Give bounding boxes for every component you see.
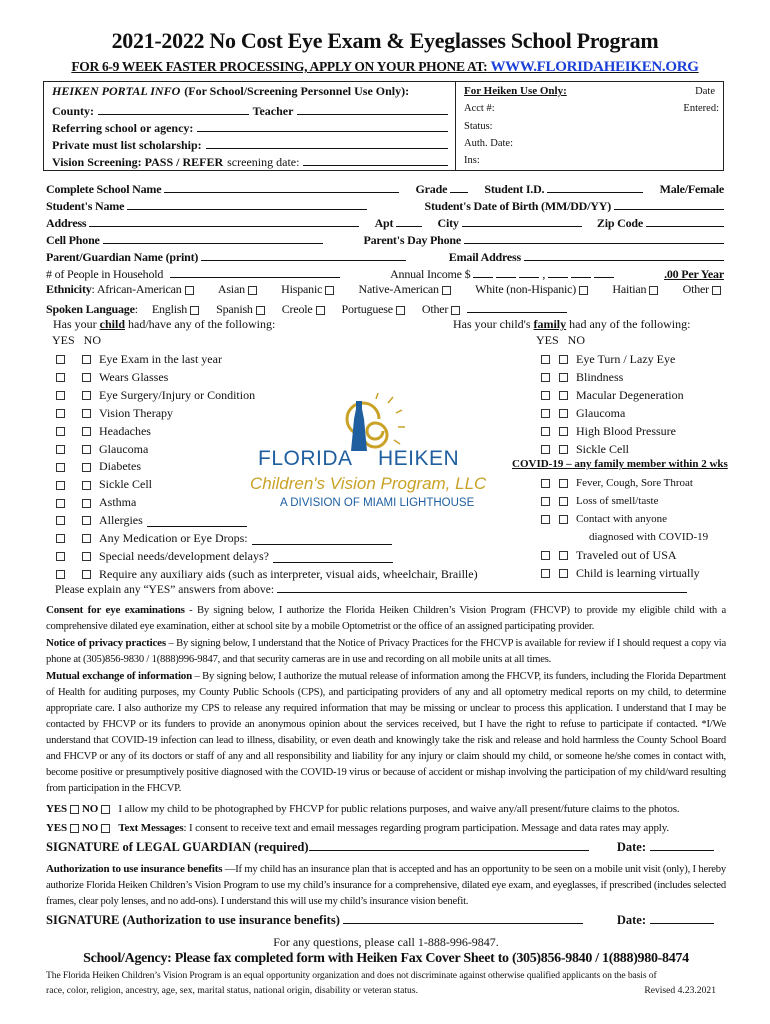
child-question <box>56 496 136 510</box>
income-digit[interactable] <box>519 266 539 278</box>
income-comma: , <box>542 267 546 281</box>
no-checkbox[interactable] <box>559 373 568 382</box>
consent-heading: Consent for eye examinations <box>46 604 185 616</box>
checkbox[interactable] <box>316 306 325 315</box>
yes-checkbox[interactable] <box>56 391 65 400</box>
texts-consent-text: : I consent to receive text and email messages regarding program participation. Message and data rates may apply. <box>183 822 669 834</box>
per-year-label: .00 Per Year <box>664 267 724 281</box>
yes-checkbox[interactable] <box>56 355 65 364</box>
text-consent-row <box>46 819 726 838</box>
dob-field[interactable] <box>614 198 724 210</box>
footer-line-2: race, color, religion, ancestry, age, sex, marital status, national origin, disability or veteran status. <box>46 985 418 996</box>
signature1-date-label: Date: <box>616 840 646 854</box>
no-checkbox[interactable] <box>82 570 91 579</box>
portal-heading <box>52 85 448 99</box>
county-label: County: <box>52 104 95 118</box>
photo-no-label: NO <box>81 803 99 815</box>
child-question <box>56 371 168 385</box>
income-digit[interactable] <box>473 266 493 278</box>
scholarship-field[interactable] <box>206 137 448 149</box>
yes-checkbox[interactable] <box>56 409 65 418</box>
no-checkbox[interactable] <box>559 445 568 454</box>
gender-label[interactable]: Male/Female <box>659 182 724 196</box>
no-checkbox[interactable] <box>82 534 91 543</box>
no-checkbox[interactable] <box>559 427 568 436</box>
yes-header: YES <box>536 333 559 347</box>
referring-row <box>52 120 448 136</box>
question-label: Allergies <box>99 513 143 528</box>
question-label: Sickle Cell <box>576 441 629 456</box>
yes-checkbox[interactable] <box>541 569 550 578</box>
auth-date-label: Auth. Date: <box>464 138 513 149</box>
household-field[interactable] <box>170 266 340 278</box>
language-option: English <box>151 302 188 316</box>
checkbox[interactable] <box>248 286 257 295</box>
explain-field[interactable] <box>277 581 687 593</box>
child-question <box>56 460 141 474</box>
checkbox[interactable] <box>451 306 460 315</box>
vision-label: Vision Screening: PASS / REFER <box>52 155 224 169</box>
yes-checkbox[interactable] <box>56 373 65 382</box>
no-checkbox[interactable] <box>82 552 91 561</box>
yes-checkbox[interactable] <box>56 552 65 561</box>
footer-line-1: The Florida Heiken Children’s Vision Program is an equal opportunity organization and does not discriminate against otherwise qualified applicants on the basis of <box>46 970 657 981</box>
teacher-field[interactable] <box>297 103 448 115</box>
florida-heiken-logo <box>250 391 490 491</box>
yes-header: YES <box>52 333 75 347</box>
status-label: Status: <box>464 121 493 132</box>
address-field[interactable] <box>89 215 359 227</box>
question-label: Sickle Cell <box>99 477 152 492</box>
explain-row <box>55 581 687 597</box>
photo-yes-checkbox[interactable] <box>70 805 79 814</box>
child-question <box>56 568 478 582</box>
checkbox[interactable] <box>712 286 721 295</box>
family-prompt <box>453 318 690 332</box>
income-digit[interactable] <box>548 266 568 278</box>
question-label: Require any auxiliary aids (such as interpreter, visual aids, wheelchair, Braille) <box>99 566 478 581</box>
grade-field[interactable] <box>450 181 468 193</box>
family-question <box>541 443 629 457</box>
cell-label: Cell Phone <box>46 233 100 247</box>
family-prompt-post: had any of the following: <box>569 317 691 331</box>
texts-yes-checkbox[interactable] <box>70 824 79 833</box>
no-header: NO <box>567 333 586 347</box>
no-checkbox[interactable] <box>82 516 91 525</box>
no-header: NO <box>83 333 102 347</box>
insurance-text <box>46 861 726 910</box>
no-checkbox[interactable] <box>82 499 91 508</box>
family-question <box>541 567 700 581</box>
checkbox[interactable] <box>442 286 451 295</box>
subtitle-text: FOR 6-9 WEEK FASTER PROCESSING, APPLY ON YOUR PHONE AT: <box>71 59 488 74</box>
day-phone-field[interactable] <box>464 232 724 244</box>
website-link[interactable]: WWW.FLORIDAHEIKEN.ORG <box>490 59 699 75</box>
child-prompt-pre: Has your <box>53 317 97 331</box>
guardian-row <box>46 249 724 265</box>
city-field[interactable] <box>462 215 582 227</box>
question-label: Macular Degeneration <box>576 387 684 402</box>
yes-checkbox[interactable] <box>541 391 550 400</box>
question-label: High Blood Pressure <box>576 423 676 438</box>
cell-field[interactable] <box>103 232 323 244</box>
email-field[interactable] <box>524 249 724 261</box>
child-prompt <box>53 318 275 332</box>
insurance-signature-row <box>46 911 714 929</box>
question-label: Traveled out of USA <box>576 548 677 562</box>
question-label: Vision Therapy <box>99 405 174 420</box>
yes-checkbox[interactable] <box>541 479 550 488</box>
referring-field[interactable] <box>197 120 448 132</box>
portal-heading-rest: (For School/Screening Personnel Use Only): <box>184 84 410 98</box>
child-question <box>56 389 255 403</box>
answer-field[interactable] <box>147 515 247 527</box>
signature1-date-field[interactable] <box>650 839 714 851</box>
question-label: Wears Glasses <box>99 369 169 384</box>
yes-checkbox[interactable] <box>56 534 65 543</box>
no-checkbox[interactable] <box>559 479 568 488</box>
question-label: Contact with anyone <box>576 513 668 525</box>
no-checkbox[interactable] <box>82 373 91 382</box>
yes-checkbox[interactable] <box>541 355 550 364</box>
student-name-field[interactable] <box>127 198 367 210</box>
no-checkbox[interactable] <box>82 391 91 400</box>
fax-instructions: School/Agency: Please fax completed form with Heiken Fax Cover Sheet to (305)856-9840 / 1(888)980-8474 <box>83 951 689 966</box>
household-label: # of People in Household <box>46 267 164 281</box>
family-question <box>541 389 684 403</box>
yes-checkbox[interactable] <box>56 463 65 472</box>
language-other-field[interactable] <box>467 301 567 313</box>
photo-yes-label: YES <box>46 803 67 815</box>
family-question <box>541 513 667 526</box>
no-checkbox[interactable] <box>559 515 568 524</box>
yes-checkbox[interactable] <box>541 515 550 524</box>
no-checkbox[interactable] <box>559 569 568 578</box>
subtitle <box>0 59 770 76</box>
child-question <box>56 443 148 457</box>
texts-no-label: NO <box>81 822 99 834</box>
checkbox[interactable] <box>185 286 194 295</box>
answer-field[interactable] <box>252 533 392 545</box>
school-row <box>46 181 724 197</box>
child-question <box>56 514 247 528</box>
grade-label: Grade <box>415 182 448 196</box>
yes-checkbox[interactable] <box>541 409 550 418</box>
question-label: Blindness <box>576 369 624 384</box>
insurance-body: —If my child has an insurance plan that is accepted and has an opportunity to be seen on a mobile unit visit (only), I hereby authorize Florida Heiken Children’s Vision Program to use my child’s insurance for a comprehensive, dilated eye exam, and eyeglasses, if prescribed (includes selected frames, clear poly lenses, and no add-ons). I understand this will use my child’s insurance vision benefit. <box>46 864 726 907</box>
language-row: Spoken Language: English Spanish Creole Portuguese Other <box>46 301 724 317</box>
ethnicity-row: Ethnicity: African-American Asian Hispanic Native-American White (non-Hispanic) Haitian Other <box>46 283 724 297</box>
page-title: 2021-2022 No Cost Eye Exam & Eyeglasses School Program <box>111 28 659 53</box>
child-question <box>56 425 151 439</box>
checkbox[interactable] <box>396 306 405 315</box>
guardian-label: Parent/Guardian Name (print) <box>46 250 199 264</box>
insurance-heading: Authorization to use insurance benefits <box>46 863 223 875</box>
covid-question-continued: diagnosed with COVID-19 <box>589 531 709 543</box>
family-question <box>541 477 693 490</box>
income-digit[interactable] <box>594 266 614 278</box>
no-checkbox[interactable] <box>559 355 568 364</box>
private-row <box>52 137 448 153</box>
family-yes-no-header <box>536 334 585 348</box>
language-option: Other <box>421 302 449 316</box>
ethnicity-option: Other <box>682 282 709 296</box>
mutual-heading: Mutual exchange of information <box>46 670 193 682</box>
family-question <box>541 425 676 439</box>
yes-checkbox[interactable] <box>56 499 65 508</box>
family-question <box>541 495 659 508</box>
no-checkbox[interactable] <box>82 481 91 490</box>
child-question <box>56 532 392 546</box>
teacher-label: Teacher <box>252 104 294 118</box>
household-row <box>46 266 724 282</box>
screening-date-label: screening date: <box>227 155 300 169</box>
income-digit[interactable] <box>571 266 591 278</box>
city-label: City <box>437 216 459 230</box>
legal-text <box>46 602 726 797</box>
income-label: Annual Income $ <box>390 267 471 281</box>
consent-section <box>46 602 726 998</box>
question-label: Glaucoma <box>99 441 149 456</box>
no-checkbox[interactable] <box>82 445 91 454</box>
apt-field[interactable] <box>396 215 422 227</box>
child-yes-no-header <box>52 334 101 348</box>
question-label: Loss of smell/taste <box>576 495 659 507</box>
guardian-signature-field[interactable] <box>309 839 589 851</box>
ethnicity-label: Ethnicity <box>46 282 92 296</box>
child-prompt-em: child <box>99 317 126 331</box>
yes-checkbox[interactable] <box>541 373 550 382</box>
checkbox[interactable] <box>256 306 265 315</box>
question-label: Eye Exam in the last year <box>99 352 222 366</box>
question-label: Any Medication or Eye Drops: <box>99 531 248 545</box>
date-label: Date <box>695 86 715 97</box>
screening-date-field[interactable] <box>303 154 448 166</box>
student-name-row <box>46 198 724 214</box>
question-label: Child is learning virtually <box>576 566 700 580</box>
logo-tagline: Children's Vision Program, LLC <box>250 474 487 493</box>
private-label: Private must list scholarship: <box>52 138 202 152</box>
no-checkbox[interactable] <box>559 497 568 506</box>
answer-field[interactable] <box>273 551 393 563</box>
dob-label: Student's Date of Birth (MM/DD/YY) <box>424 199 611 213</box>
language-option: Creole <box>281 302 313 316</box>
question-label: Headaches <box>99 423 151 438</box>
child-question <box>56 550 393 564</box>
ethnicity-option: Hispanic <box>281 282 323 296</box>
footer-line-2-row <box>46 983 716 998</box>
yes-checkbox[interactable] <box>541 427 550 436</box>
school-field[interactable] <box>164 181 399 193</box>
apt-label: Apt <box>374 216 394 230</box>
portal-heading-italic: HEIKEN PORTAL INFO <box>52 84 181 98</box>
checkbox[interactable] <box>579 286 588 295</box>
family-prompt-em: family <box>533 317 567 331</box>
yes-checkbox[interactable] <box>56 427 65 436</box>
address-row <box>46 215 724 231</box>
consent-text: - By signing below, I authorize the Florida Heiken Children’s Vision Program (FHCVP) to provide my eligible child with a comprehensive dilated eye examination, either at school site by a mobile Optometrist or the office of an assigned participating provider. <box>46 605 726 632</box>
checkbox[interactable] <box>190 306 199 315</box>
student-id-label: Student I.D. <box>484 182 545 196</box>
county-row <box>52 103 448 119</box>
no-checkbox[interactable] <box>559 391 568 400</box>
photo-no-checkbox[interactable] <box>101 805 110 814</box>
language-option: Spanish <box>216 302 253 316</box>
referring-label: Referring school or agency: <box>52 121 194 135</box>
yes-checkbox[interactable] <box>56 516 65 525</box>
logo-division: A DIVISION OF MIAMI LIGHTHOUSE <box>280 497 475 509</box>
student-id-field[interactable] <box>547 181 643 193</box>
family-question <box>541 549 677 563</box>
no-checkbox[interactable] <box>82 355 91 364</box>
address-label: Address <box>46 216 87 230</box>
family-prompt-pre: Has your child's <box>453 317 531 331</box>
child-question <box>56 407 173 421</box>
checkbox[interactable] <box>649 286 658 295</box>
income-digit[interactable] <box>496 266 516 278</box>
family-question <box>541 353 675 367</box>
lighthouse-sun-icon <box>250 391 490 451</box>
no-checkbox[interactable] <box>82 409 91 418</box>
student-name-label: Student's Name <box>46 199 125 213</box>
question-label: Fever, Cough, Sore Throat <box>576 477 693 489</box>
school-label: Complete School Name <box>46 182 162 196</box>
signature1-label: SIGNATURE of LEGAL GUARDIAN (required) <box>46 840 309 854</box>
ethnicity-option: Haitian <box>612 282 647 296</box>
ins-label: Ins: <box>464 155 480 166</box>
portal-info-box <box>43 81 724 171</box>
logo-florida: FLORIDA <box>258 447 353 470</box>
yes-checkbox[interactable] <box>56 445 65 454</box>
no-checkbox[interactable] <box>82 427 91 436</box>
family-question <box>541 371 623 385</box>
phone-row <box>46 232 724 248</box>
zip-field[interactable] <box>646 215 724 227</box>
photo-consent-row <box>46 800 726 819</box>
photo-consent-text: I allow my child to be photographed by FHCVP for public relations purposes, and waive any/all present/future claims to the photos. <box>118 803 680 815</box>
checkbox[interactable] <box>325 286 334 295</box>
yes-checkbox[interactable] <box>541 551 550 560</box>
yes-checkbox[interactable] <box>56 481 65 490</box>
explain-label: Please explain any “YES” answers from above: <box>55 584 275 596</box>
signature2-date-field[interactable] <box>650 912 714 924</box>
questions-text: For any questions, please call 1-888-996-9847. <box>273 935 499 949</box>
child-question <box>56 478 152 492</box>
texts-label: Text Messages <box>118 822 184 834</box>
question-label: Special needs/development delays? <box>99 548 269 563</box>
no-checkbox[interactable] <box>559 551 568 560</box>
privacy-text: – By signing below, I understand that the Notice of Privacy Practices for the FHCVP is available for review if I should request a copy via phone at (305)856-9830 / 1(888)996-9847, and that security cameras are in use and recording on all mobile units at all times. <box>46 638 726 665</box>
yes-checkbox[interactable] <box>56 570 65 579</box>
logo-heiken: HEIKEN <box>378 447 460 470</box>
ethnicity-option: African-American <box>96 282 182 296</box>
vision-row <box>52 154 448 170</box>
heiken-use-heading: For Heiken Use Only: <box>464 85 567 97</box>
question-label: Diabetes <box>99 459 141 474</box>
question-label: Eye Turn / Lazy Eye <box>576 352 676 366</box>
guardian-signature-row <box>46 838 714 856</box>
no-checkbox[interactable] <box>82 463 91 472</box>
entered-label: Entered: <box>683 103 719 114</box>
yes-checkbox[interactable] <box>541 445 550 454</box>
acct-label: Acct #: <box>464 103 495 114</box>
texts-yes-label: YES <box>46 822 67 834</box>
insurance-signature-field[interactable] <box>343 912 583 924</box>
ethnicity-option: White (non-Hispanic) <box>475 282 577 296</box>
language-label: Spoken Language <box>46 302 135 316</box>
ethnicity-option: Asian <box>217 282 245 296</box>
signature2-label: SIGNATURE (Authorization to use insurance benefits) <box>46 913 340 927</box>
signature2-date-label: Date: <box>616 913 646 927</box>
language-option: Portuguese <box>341 302 393 316</box>
child-prompt-post: had/have any of the following: <box>128 317 276 331</box>
family-question <box>541 407 625 421</box>
covid-heading: COVID-19 – any family member within 2 wks <box>512 458 728 470</box>
question-label: Eye Surgery/Injury or Condition <box>99 387 256 402</box>
question-label: Asthma <box>99 495 137 510</box>
texts-no-checkbox[interactable] <box>101 824 110 833</box>
county-field[interactable] <box>98 103 249 115</box>
revised-date: Revised 4.23.2021 <box>644 985 716 996</box>
ethnicity-option: Native-American <box>358 282 439 296</box>
mutual-text: – By signing below, I authorize the mutual release of information among the FHCVP, its funders, including the Florida Department of Health for auditing purposes, my County Public Schools (CPS), and participating providers of any and all optometry medical reports on my child, to determine appropriate care. I also authorize my CPS to release any required information that may be missing or unclear to process this application. I understand that I may be contacted by FHCVP or its funders to provide an anonymous opinion about the services received, but I have the right to refuse to participate if contacted. *I/We understand that COVID-19 infection can lead to illness, disability, or even death and knowingly take the risk and release and hold harmless the County School Board and FHCVP or any of its doctors or staff of any and all responsibility and liability for any injury or claim should my child, or someone he/she comes in contact with, become positive or presumptively positive diagnosed with the COVID-19 virus or because of accident or mishap involving the participation of my child/ward resulting from participation in the FHCVP. <box>46 671 726 794</box>
email-label: Email Address <box>448 250 521 264</box>
yes-checkbox[interactable] <box>541 497 550 506</box>
privacy-heading: Notice of privacy practices <box>46 637 166 649</box>
box-divider <box>455 82 456 170</box>
day-phone-label: Parent's Day Phone <box>363 233 461 247</box>
zip-label: Zip Code <box>596 216 643 230</box>
question-label: Glaucoma <box>576 405 626 420</box>
no-checkbox[interactable] <box>559 409 568 418</box>
child-question <box>56 353 222 367</box>
guardian-field[interactable] <box>201 249 406 261</box>
